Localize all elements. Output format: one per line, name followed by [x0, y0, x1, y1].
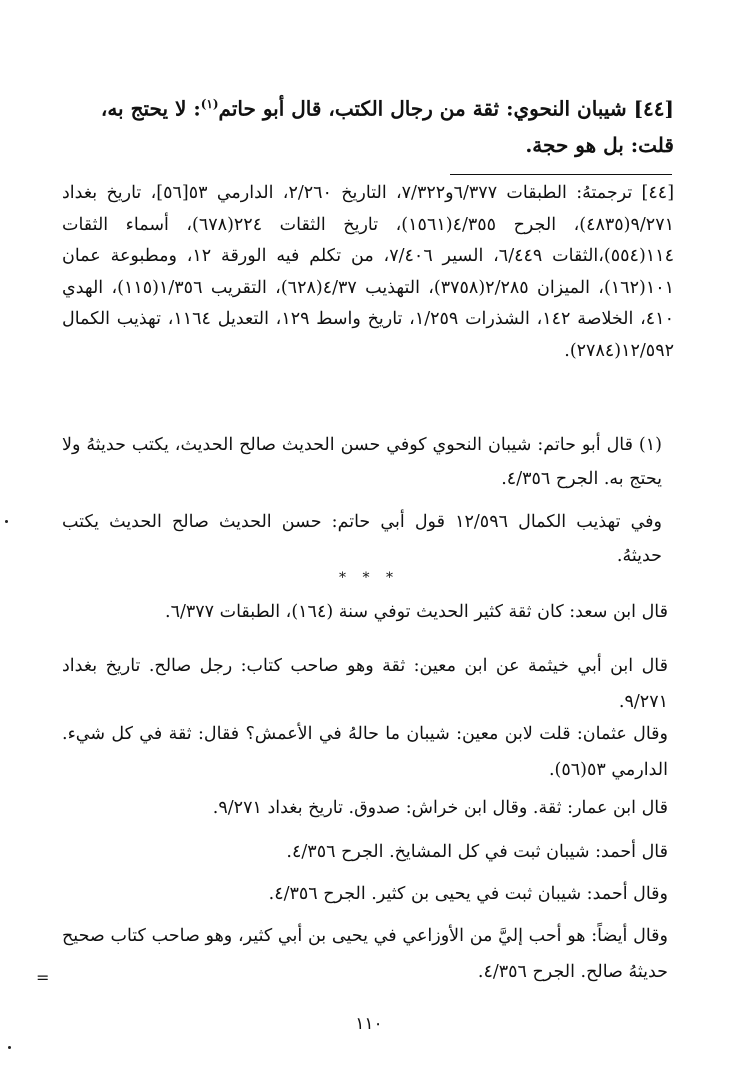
quote-ibn-abi-khaythama: قال ابن أبي خيثمة عن ابن معين: ثقة وهو صاحب كتاب: رجل صالح. تاريخ بغداد ٩/٢٧١. [62, 656, 668, 712]
footnote-2: وفي تهذيب الكمال ١٢/٥٩٦ قول أبي حاتم: حسن الحديث صالح الحديث يكتب حديثهُ. [62, 512, 662, 566]
quote-ibn-saad: قال ابن سعد: كان ثقة كثير الحديث توفي سنة (١٦٤)، الطبقات ٦/٣٧٧. [164, 602, 668, 622]
footnote-reference: (١) [200, 97, 219, 111]
margin-dot [8, 1046, 11, 1049]
quote-ahmad-1: قال أحمد: شيبان ثبت في كل المشايخ. الجرح ٤/٣٥٦. [286, 842, 668, 862]
section-separator: * * * [339, 570, 399, 586]
quote-uthman: وقال عثمان: قلت لابن معين: شيبان ما حالهُ في الأعمش؟ فقال: ثقة في كل شيء. الدارمي ٥٣(٥٦). [62, 724, 668, 780]
quote-ahmad-2: وقال أحمد: شيبان ثبت في يحيى بن كثير. الجرح ٤/٣٥٦. [268, 884, 668, 904]
page-number: ١١٠ [355, 1014, 383, 1034]
margin-dot [5, 520, 8, 523]
margin-mark: = [36, 968, 50, 987]
quote-ahmad-3: وقال أيضاً: هو أحب إليَّ من الأوزاعي في يحيى بن أبي كثير، وهو صاحب كتاب صحيح حديثهُ صالح. الجرح ٤/٣٥٦. [62, 926, 668, 982]
entry-text: ثقة من رجال الكتب، قال أبو حاتم [218, 96, 507, 121]
quote-ibn-ammar: قال ابن عمار: ثقة. وقال ابن خراش: صدوق. تاريخ بغداد ٩/٢٧١. [212, 798, 668, 818]
entry-heading: [٤٤] شيبان النحوي: [506, 96, 674, 121]
entry-main-text [62, 86, 674, 163]
entry-line-2: قلت: بل هو حجة. [525, 132, 674, 157]
footnote-1: (١) قال أبو حاتم: شيبان النحوي كوفي حسن الحديث صالح الحديث، يكتب حديثهُ ولا يحتج به. الجرح ٤/٣٥٦. [62, 435, 662, 489]
translation-sources: [٤٤] ترجمتهُ: الطبقات ٦/٣٧٧و٧/٣٢٢، التاريخ ٢/٢٦٠، الدارمي ٥٣[٥٦]، تاريخ بغداد ٩/٢٧١(٤٨٣٥)، الجرح ٤/٣٥٥(١٥٦١)، تاريخ الثقات ٢٢٤(٦٧٨)، أسماء الثقات ١١٤(٥٥٤)،الثقات ٦/٤٤٩، السير ٧/٤٠٦، من تكلم فيه الورقة ١٢، ومطبوعة عمان ١٠١(١٦٢)، الميزان ٢/٢٨٥(٣٧٥٨)، التهذيب ٤/٣٧(٦٢٨)، التقريب ١/٣٥٦(١١٥)، الهدي ٤١٠، الخلاصة ١٤٢، الشذرات ١/٢٥٩، تاريخ واسط ١٢٩، التعديل ١١٦٤، تهذيب الكمال ١٢/٥٩٢(٢٧٨٤). [62, 183, 675, 361]
entry-text-after: : لا يحتج به، [100, 96, 201, 121]
footnote-separator-rule [450, 174, 672, 175]
